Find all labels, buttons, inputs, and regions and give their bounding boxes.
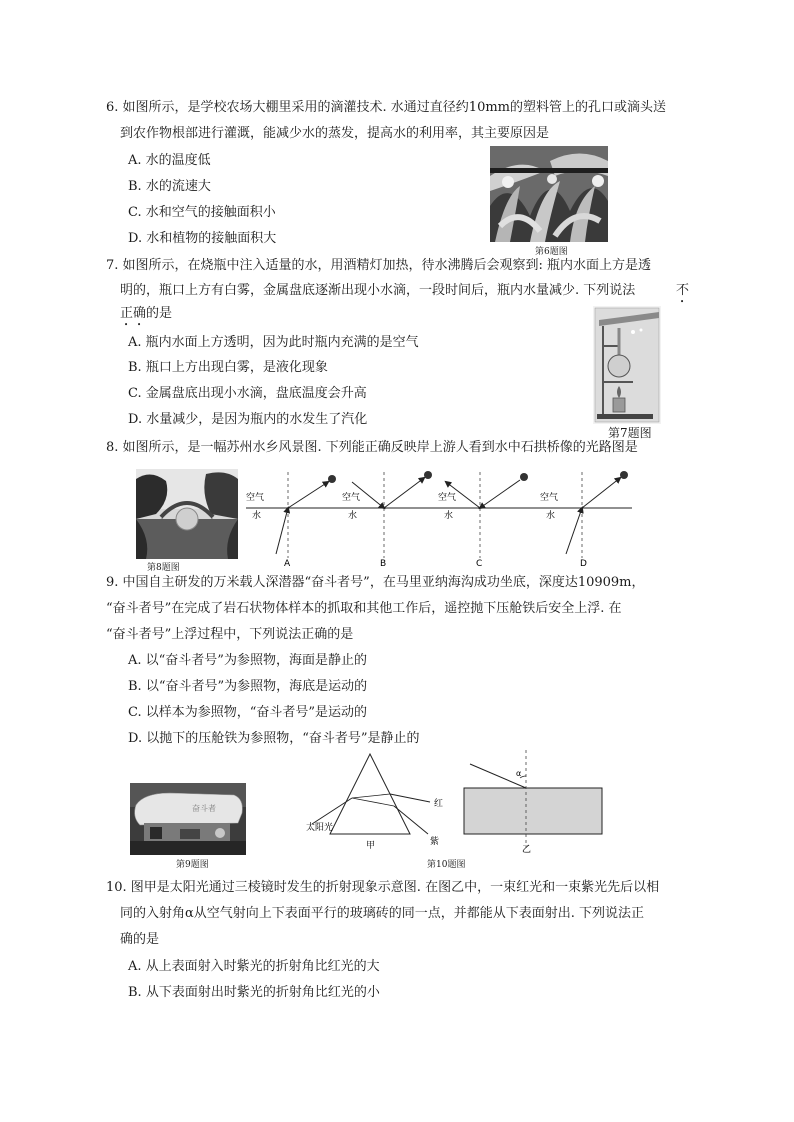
q8-diagram-a <box>246 472 336 569</box>
q10-figures <box>300 748 610 860</box>
q9-submersible-photo <box>130 783 246 855</box>
q8-c-air-label: 空气 <box>438 493 457 503</box>
q7-option-a: A. 瓶内水面上方透明，因为此时瓶内充满的是空气 <box>128 335 419 350</box>
q9-option-d: D. 以抛下的压舱铁为参照物，“奋斗者号”是静止的 <box>128 731 420 746</box>
q9-option-a: A. 以“奋斗者号”为参照物，海面是静止的 <box>128 653 367 668</box>
q6-option-b: B. 水的流速大 <box>128 179 211 194</box>
q8-stem-line1: 8. 如图所示，是一幅苏州水乡风景图. 下列能正确反映岸上游人看到水中石拱桥像的光路图是 <box>106 440 638 455</box>
q8-figure-caption: 第8题图 <box>147 563 180 573</box>
q10-red-label: 红 <box>434 799 444 809</box>
q8-a-water-label: 水 <box>252 511 262 521</box>
q9-sub-name: 奋斗者 <box>192 804 216 813</box>
q8-b-water-label: 水 <box>348 511 358 521</box>
q6-option-c: C. 水和空气的接触面积小 <box>128 205 276 220</box>
q9-stem-line3: “奋斗者号”上浮过程中，下列说法正确的是 <box>106 627 354 642</box>
q6-stem-line2: 到农作物根部进行灌溉，能减少水的蒸发，提高水的利用率，其主要原因是 <box>120 126 550 141</box>
q10-option-a: A. 从上表面射入时紫光的折射角比红光的大 <box>128 959 380 974</box>
q8-a-air-label: 空气 <box>246 493 265 503</box>
q7-boiling-flask-photo <box>593 306 661 424</box>
q10-figure-caption: 第10题图 <box>427 860 466 870</box>
q8-label-b: B <box>380 559 387 569</box>
q10-glass-slab-figure <box>464 750 602 855</box>
q7-figure-caption: 第7题图 <box>608 426 652 440</box>
q10-stem-line3: 确的是 <box>120 932 160 947</box>
q8-b-air-label: 空气 <box>342 493 361 503</box>
q10-stem-line2: 同的入射角α从空气射向上下表面平行的玻璃砖的同一点，并都能从下表面射出. 下列说法正 <box>120 906 645 921</box>
q10-purple-label: 紫 <box>430 837 440 847</box>
q10-yi-label: 乙 <box>522 845 532 855</box>
q9-stem-line1: 9. 中国自主研发的万米载人深潜器“奋斗者号”，在马里亚纳海沟成功坐底，深度达10909m， <box>106 575 645 590</box>
q6-drip-irrigation-photo <box>490 146 608 242</box>
q7-stem-line3 <box>120 306 172 329</box>
q8-diagram-b <box>342 471 432 569</box>
q9-option-c: C. 以样本为参照物，“奋斗者号”是运动的 <box>128 705 368 720</box>
q8-diagram-c <box>438 472 528 569</box>
q7-option-b: B. 瓶口上方出现白雾，是液化现象 <box>128 360 328 375</box>
q9-option-b: B. 以“奋斗者号”为参照物，海底是运动的 <box>128 679 368 694</box>
q8-label-d: D <box>580 559 587 569</box>
q10-option-b: B. 从下表面射出时紫光的折射角比红光的小 <box>128 985 380 1000</box>
q7-option-c: C. 金属盘底出现小水滴，盘底温度会升高 <box>128 386 367 401</box>
q7-option-d: D. 水量减少，是因为瓶内的水发生了汽化 <box>128 412 368 427</box>
q7-stem-line1: 7. 如图所示，在烧瓶中注入适量的水，用酒精灯加热，待水沸腾后会观察到: 瓶内水面上方是透 <box>106 258 652 273</box>
q6-option-d: D. 水和植物的接触面积大 <box>128 231 277 246</box>
q10-jia-label: 甲 <box>366 841 376 851</box>
q8-d-air-label: 空气 <box>540 493 559 503</box>
q9-stem-line2: “奋斗者号”在完成了岩石状物体样本的抓取和其他工作后，遥控抛下压舱铁后安全上浮. 在 <box>106 601 622 616</box>
q6-option-a: A. 水的温度低 <box>128 153 211 168</box>
q6-stem-line1: 6. 如图所示，是学校农场大棚里采用的滴灌技术. 水通过直径约10mm的塑料管上的孔口或滴头送 <box>106 100 666 115</box>
q7-stem-line3-tail: 的是 <box>146 306 173 321</box>
q8-label-a: A <box>284 559 291 569</box>
q8-suzhou-scene-photo <box>136 469 238 559</box>
q9-figure-caption: 第9题图 <box>176 860 209 870</box>
q8-c-water-label: 水 <box>444 511 454 521</box>
q8-light-path-diagrams <box>240 462 640 570</box>
q10-prism-figure <box>306 754 443 851</box>
q7-emphasis-correct: 正确 <box>120 306 147 321</box>
q10-sunlight-label: 太阳光 <box>306 823 334 833</box>
q7-stem-line2: 明的，瓶口上方有白雾，金属盘底逐渐出现小水滴，一段时间后，瓶内水量减少. 下列说法 <box>120 283 636 298</box>
q8-d-water-label: 水 <box>546 511 556 521</box>
q6-figure-caption: 第6题图 <box>535 247 568 257</box>
q10-stem-line1: 10. 图甲是太阳光通过三棱镜时发生的折射现象示意图. 在图乙中，一束红光和一束紫光先后以相 <box>106 880 660 895</box>
q7-emphasis-not: 不 <box>676 283 690 298</box>
q10-alpha-label: α <box>516 769 522 778</box>
q8-label-c: C <box>476 559 483 569</box>
q8-diagram-d <box>540 471 628 569</box>
